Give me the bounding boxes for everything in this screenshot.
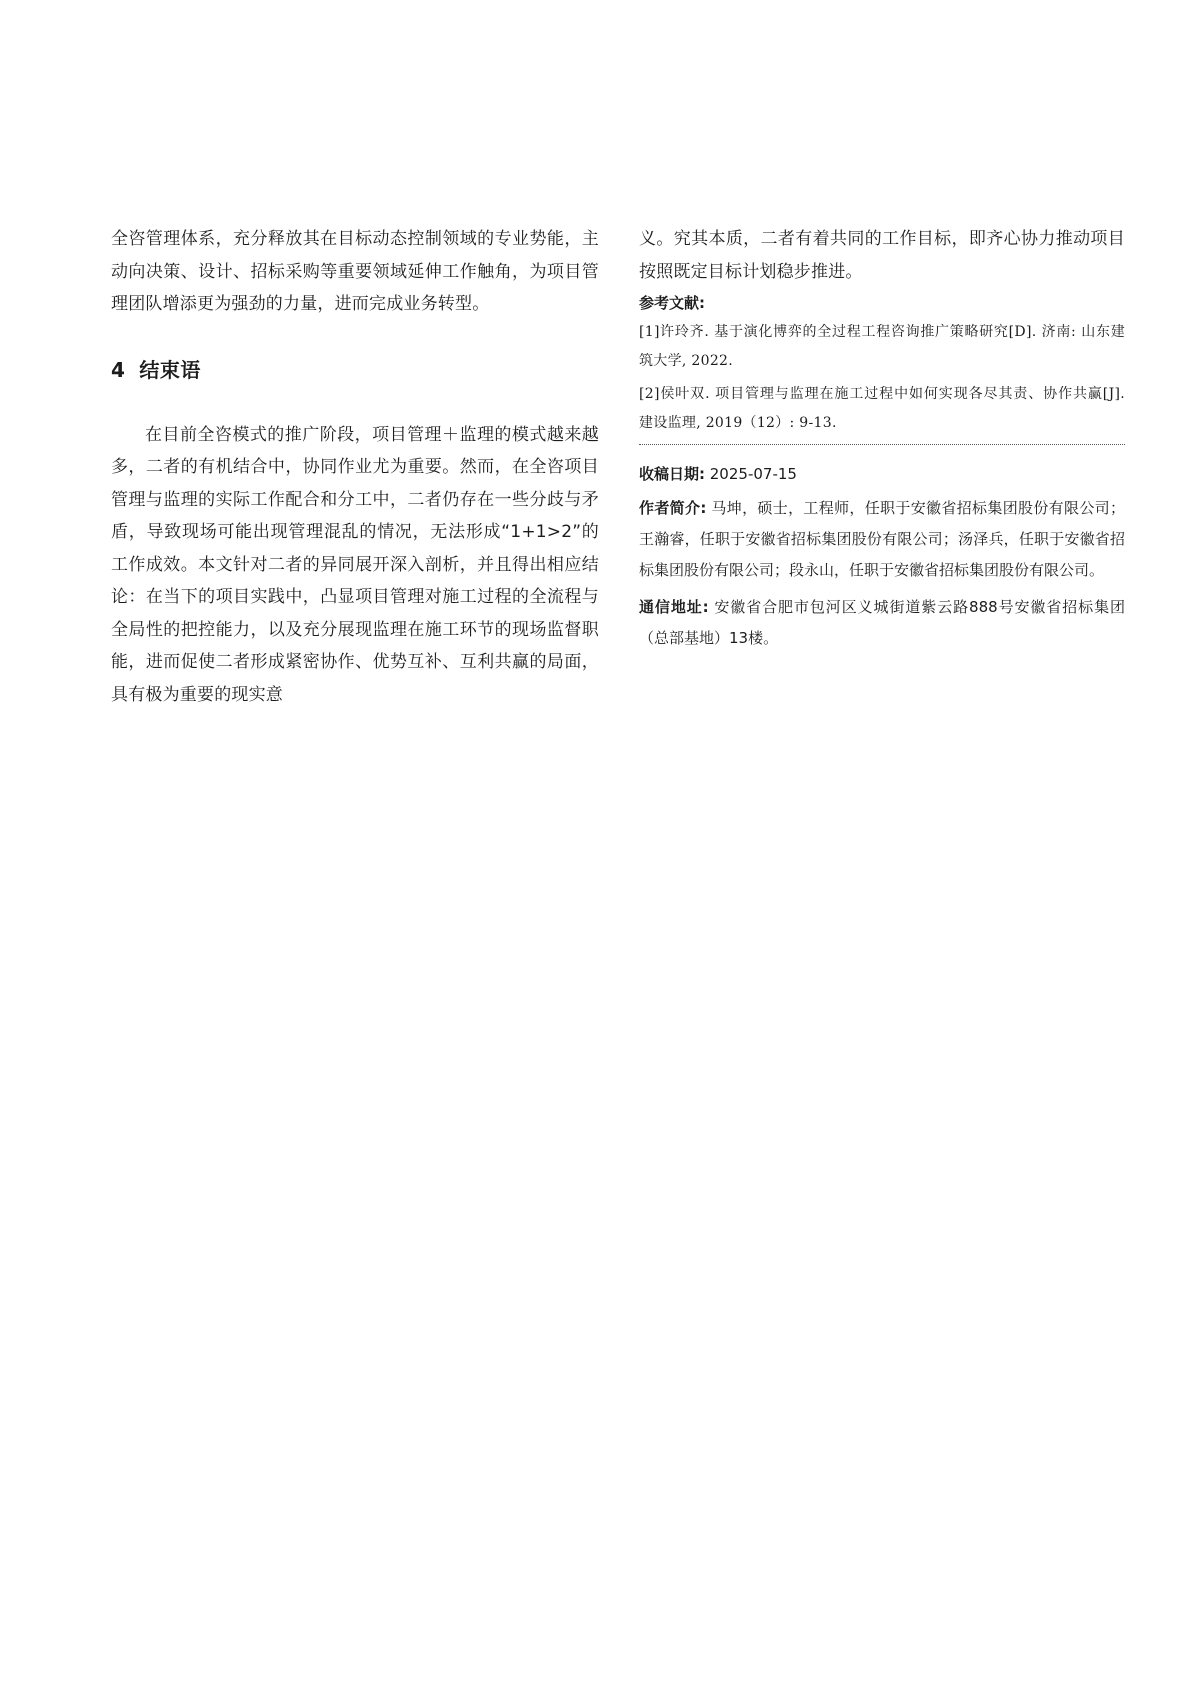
mailing-address-label: 通信地址: — [639, 598, 709, 616]
mailing-address-value: 安徽省合肥市包河区义城街道紫云路888号安徽省招标集团（总部基地）13楼。 — [639, 598, 1125, 647]
received-date — [639, 459, 1125, 490]
reference-item: [1]许玲齐. 基于演化博弈的全过程工程咨询推广策略研究[D]. 济南: 山东建筑大学, 2022. — [639, 324, 1125, 369]
mailing-address — [639, 592, 1125, 654]
author-info-label: 作者简介: — [639, 499, 707, 517]
dotted-divider — [639, 444, 1125, 445]
right-column — [639, 223, 1125, 657]
received-date-label: 收稿日期: — [639, 465, 705, 483]
intro-paragraph: 全咨管理体系，充分释放其在目标动态控制领域的专业势能，主动向决策、设计、招标采购等重要领域延伸工作触角，为项目管理团队增添更为强劲的力量，进而完成业务转型。 — [111, 229, 599, 314]
received-date-value: 2025-07-15 — [705, 465, 797, 483]
references-list — [639, 318, 1125, 438]
author-info — [639, 493, 1125, 586]
section-number: 4 — [111, 357, 126, 382]
references-heading: 参考文献: — [639, 294, 705, 312]
left-column — [111, 223, 599, 711]
reference-item: [2]侯叶双. 项目管理与监理在施工过程中如何实现各尽其责、协作共赢[J]. 建设监理, 2019（12）: 9-13. — [639, 386, 1125, 431]
continued-paragraph: 义。究其本质，二者有着共同的工作目标，即齐心协力推动项目按照既定目标计划稳步推进。 — [639, 229, 1125, 282]
section-heading — [111, 354, 599, 386]
conclusion-paragraph: 在目前全咨模式的推广阶段，项目管理＋监理的模式越来越多，二者的有机结合中，协同作业尤为重要。然而，在全咨项目管理与监理的实际工作配合和分工中，二者仍存在一些分歧与矛盾，导致现场可能出现管理混乱的情况，无法形成“1+1>2”的工作成效。本文针对二者的异同展开深入剖析，并且得出相应结论：在当下的项目实践中，凸显项目管理对施工过程的全流程与全局性的把控能力，以及充分展现监理在施工环节的现场监督职能，进而促使二者形成紧密协作、优势互补、互利共赢的局面，具有极为重要的现实意 — [111, 424, 599, 705]
author-info-value: 马坤，硕士，工程师，任职于安徽省招标集团股份有限公司；王瀚睿，任职于安徽省招标集团股份有限公司；汤泽兵，任职于安徽省招标集团股份有限公司；段永山，任职于安徽省招标集团股份有限公司。 — [639, 499, 1125, 579]
section-title: 结束语 — [139, 357, 201, 382]
